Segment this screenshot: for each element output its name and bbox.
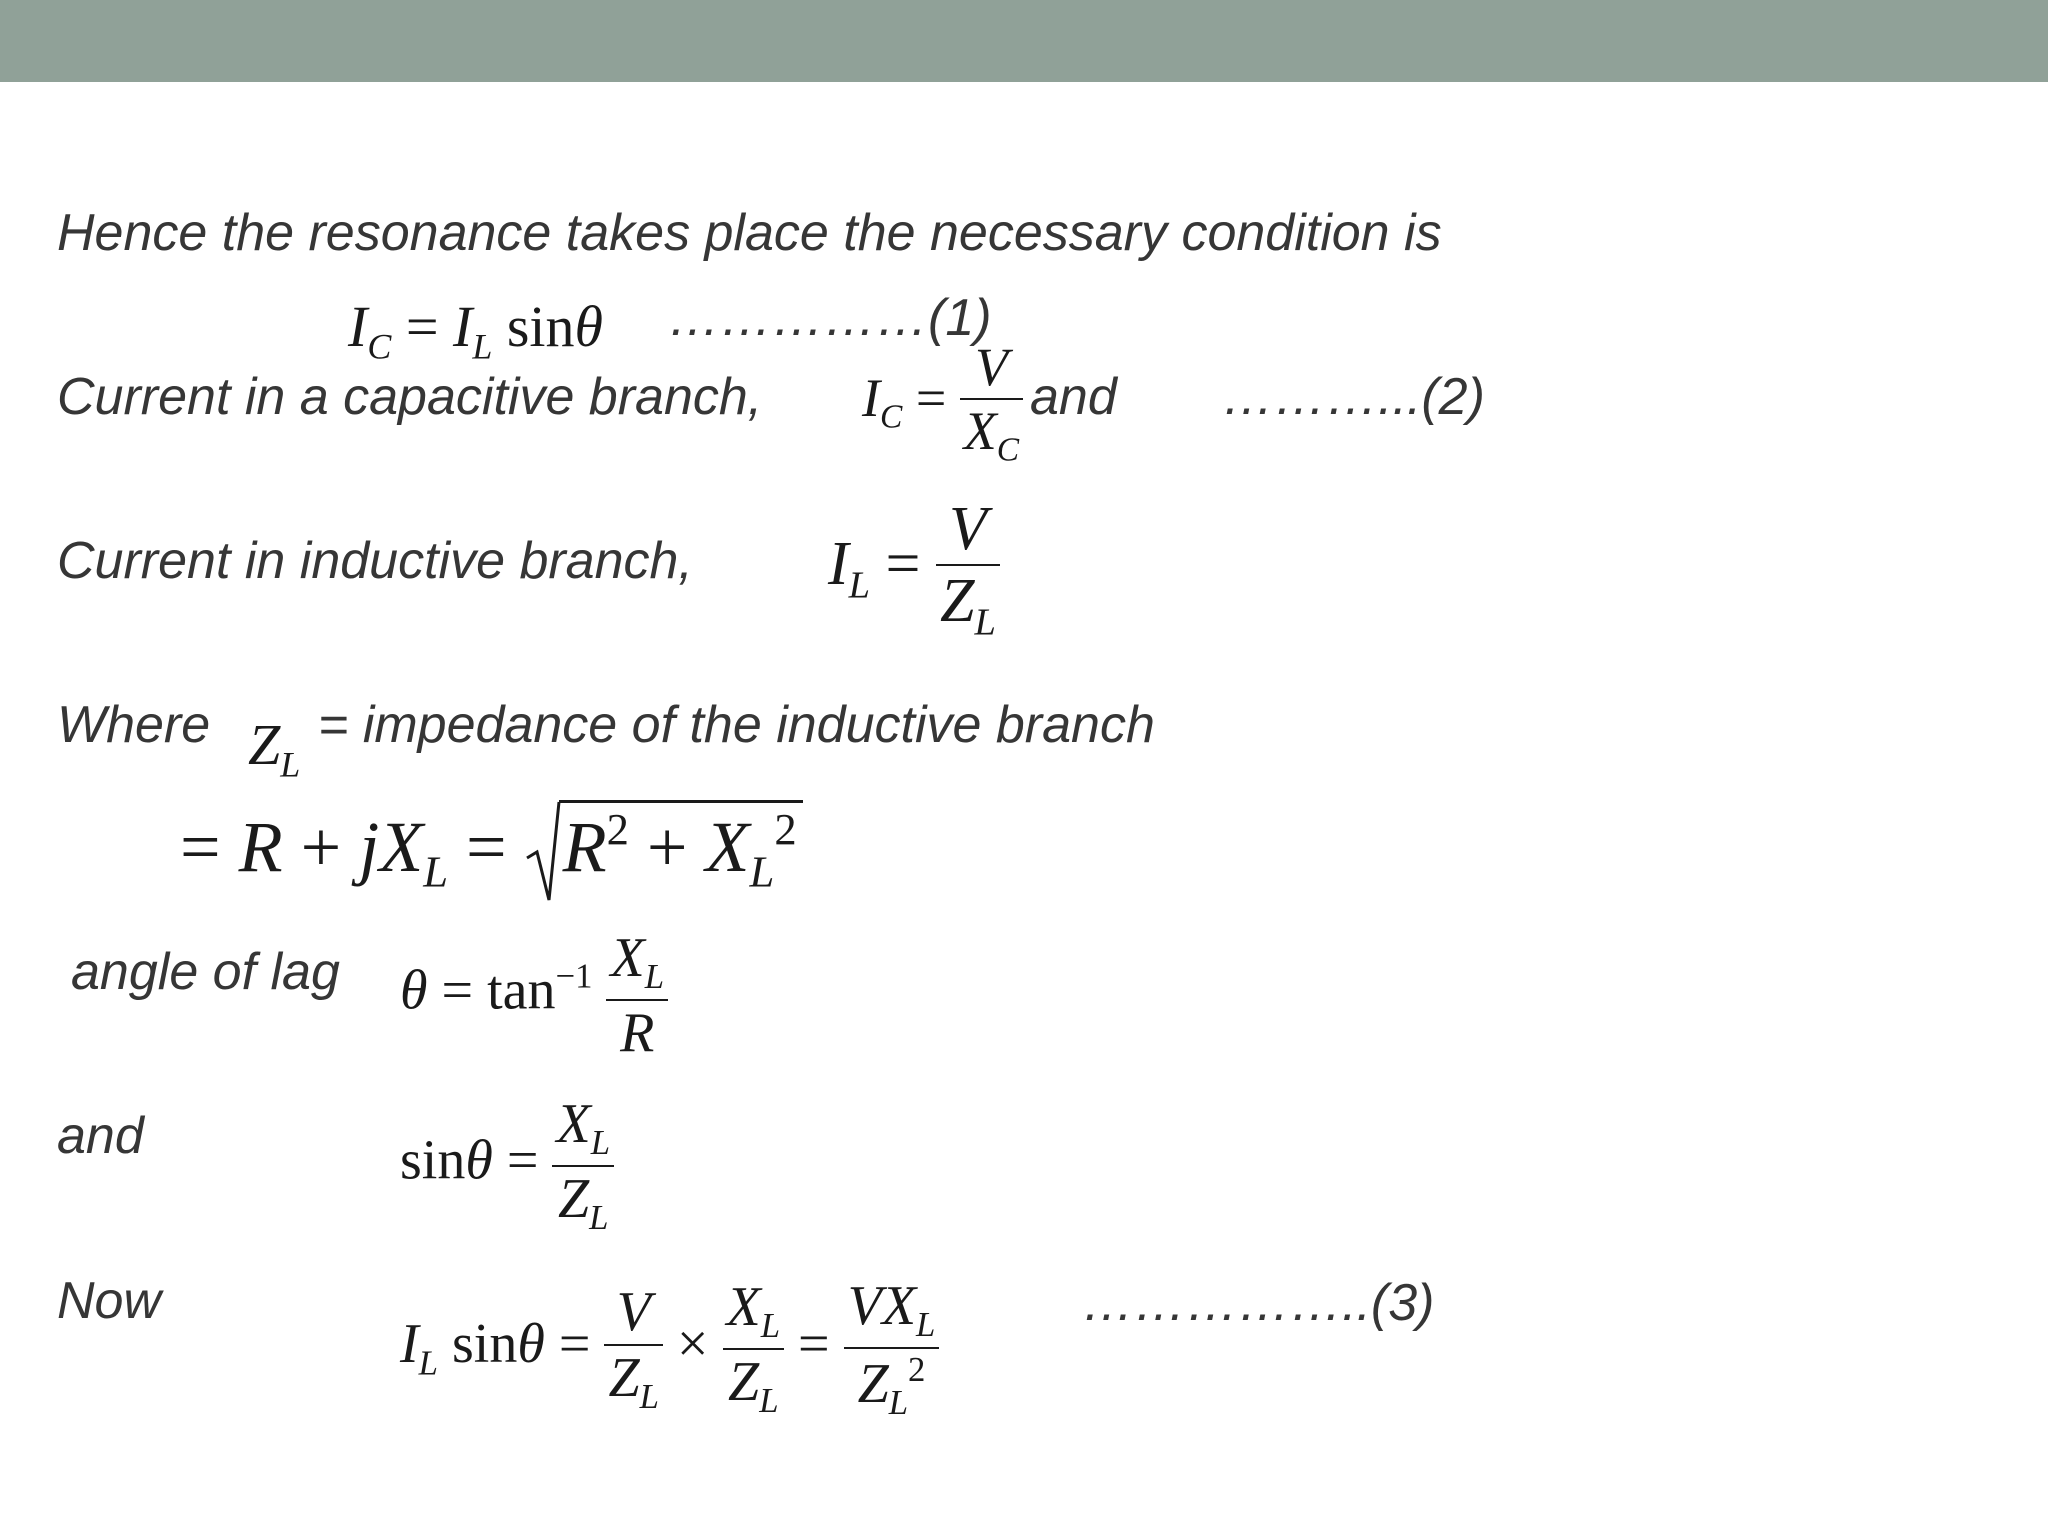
equation-impedance: = $R + jX_L$ = $R^2 + X_L^2$ [180,800,803,894]
where-label: Where [57,696,211,754]
equation-capacitive-current: $I_C$ = $\frac{V}{X_C}$ [862,340,1023,467]
header-bar [0,0,2048,82]
impedance-definition: = impedance of the inductive branch [318,696,1155,754]
impedance-symbol: $Z_L$ [248,712,301,785]
intro-text: Hence the resonance takes place the necessary condition is [57,204,1442,262]
equation-angle: $\theta = \tan^{-1}$ $\frac{X_L}{R}$ [400,930,668,1061]
and-connector: and [1030,368,1117,426]
equation-2-number: ………...(2) [1222,368,1485,426]
equation-inductive-current: $I_L$ = $\frac{V}{Z_L}$ [828,498,1000,642]
inductive-branch-label: Current in inductive branch, [57,532,693,590]
equation-1: $I_C = I_L$ sinθ [348,294,604,367]
equation-3-number: ……………..(3) [1082,1274,1435,1332]
angle-of-lag-label: angle of lag [71,943,340,1001]
and-label: and [57,1107,144,1165]
equation-3: $I_L$ sinθ = $\frac{V}{Z_L}$ × $\frac{X_L}{Z_L}$ = $\frac{VX_L}{Z_L^2}$ [400,1278,939,1421]
capacitive-branch-label: Current in a capacitive branch, [57,368,763,426]
equation-sine: sinθ = $\frac{X_L}{Z_L}$ [400,1096,614,1236]
now-label: Now [57,1272,162,1330]
equation-1-number: ……………(1) [668,289,992,347]
